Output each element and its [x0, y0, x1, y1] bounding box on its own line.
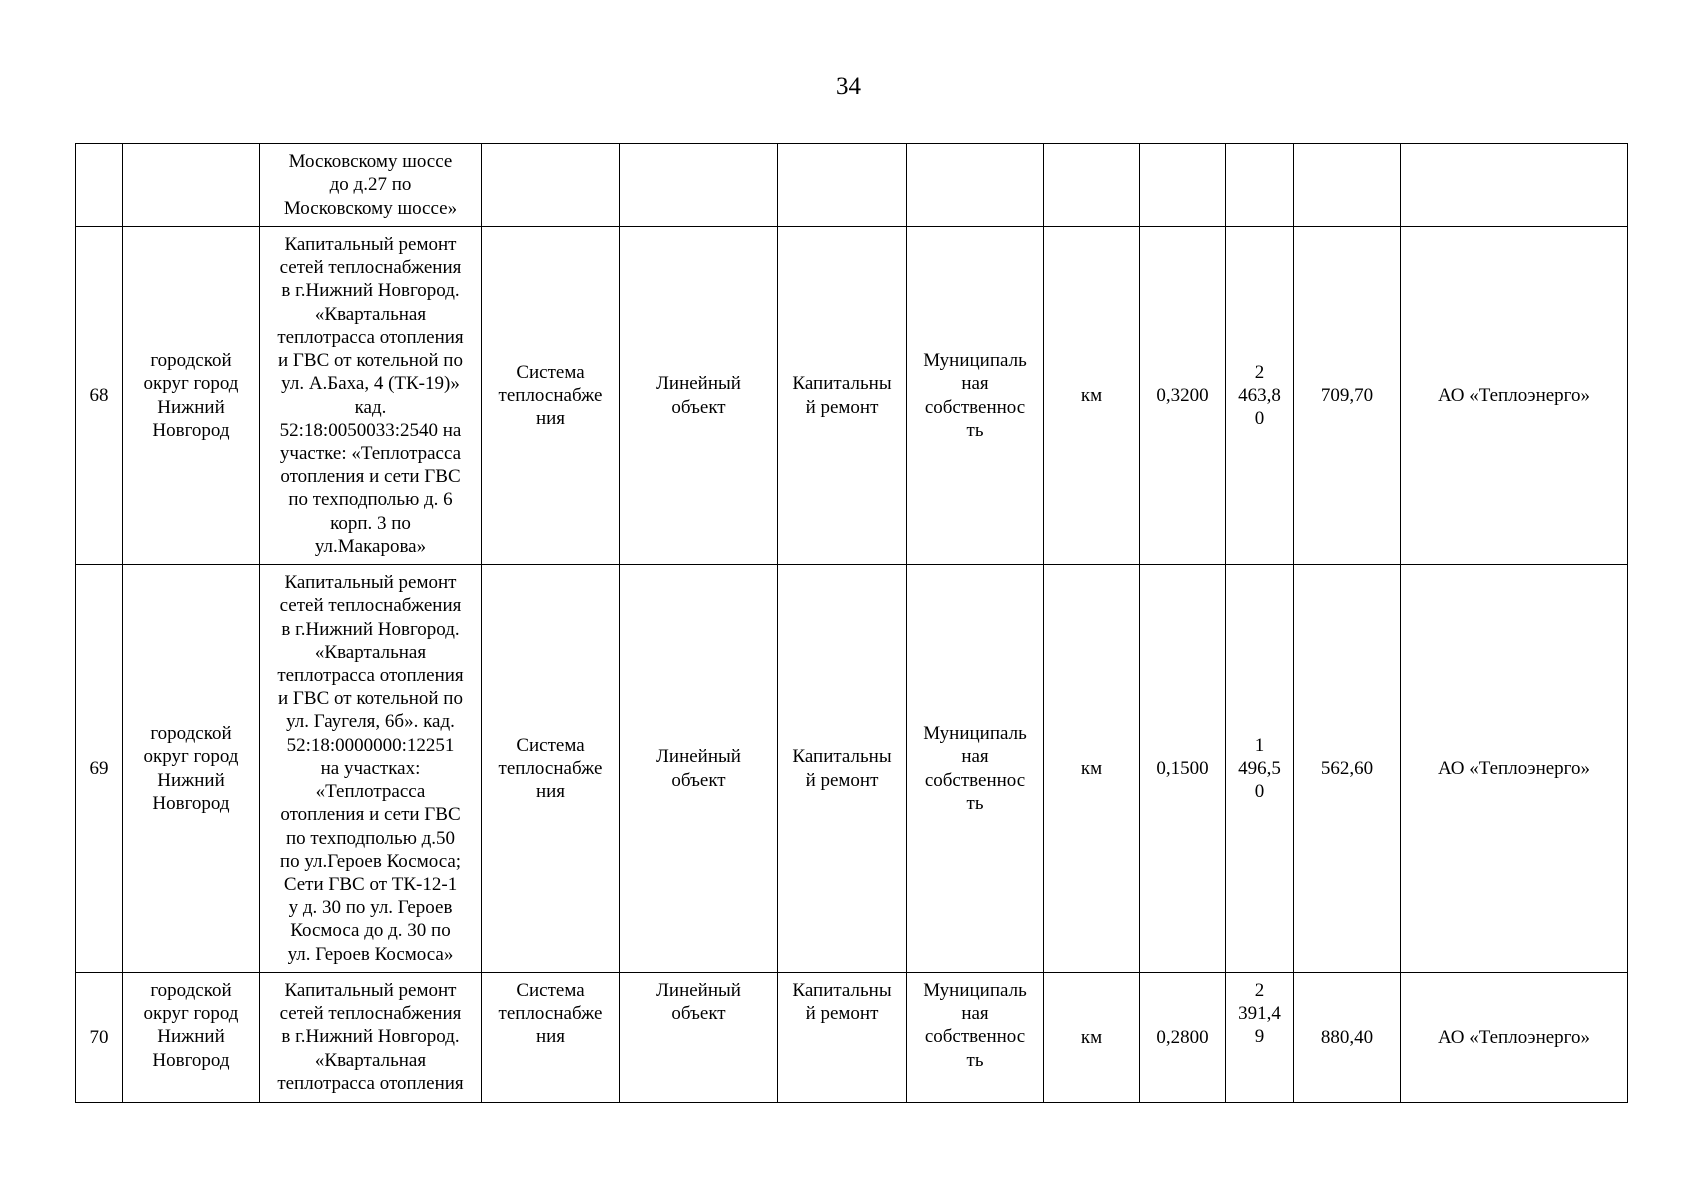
cell-length: 0,3200 [1140, 227, 1226, 565]
table-row [76, 227, 1628, 565]
table-row [76, 973, 1628, 1103]
cell-system: Система теплоснабже ния [482, 227, 620, 565]
cell-object-type: Линейный объект [620, 973, 778, 1103]
cell-description: Капитальный ремонт сетей теплоснабжения в г.Нижний Новгород. «Квартальная теплотрасса отопления [260, 973, 482, 1103]
cell-cost-2: 880,40 [1294, 973, 1401, 1103]
cell-num [76, 144, 123, 227]
cell-cost-1: 1 496,5 0 [1226, 565, 1294, 973]
cell-num: 70 [76, 973, 123, 1103]
cell-municipality: городской округ город Нижний Новгород [123, 973, 260, 1103]
cell-ownership [907, 144, 1044, 227]
data-table [75, 143, 1628, 1103]
cell-object-type [620, 144, 778, 227]
cell-unit: км [1044, 227, 1140, 565]
cell-length: 0,1500 [1140, 565, 1226, 973]
cell-system: Система теплоснабже ния [482, 973, 620, 1103]
cell-work-type [778, 144, 907, 227]
cell-organization [1401, 144, 1628, 227]
cell-municipality: городской округ город Нижний Новгород [123, 227, 260, 565]
cell-organization: АО «Теплоэнерго» [1401, 565, 1628, 973]
cell-description: Капитальный ремонт сетей теплоснабжения в г.Нижний Новгород. «Квартальная теплотрасса отопления и ГВС от котельной по ул. А.Баха, 4 (ТК-19)» кад. 52:18:0050033:2540 на участке: «Теплотрасса отопления и сети ГВС по техподполью д. 6 корп. 3 по ул.Макарова» [260, 227, 482, 565]
cell-ownership: Муниципаль ная собственнос ть [907, 565, 1044, 973]
cell-work-type: Капитальны й ремонт [778, 565, 907, 973]
cell-description: Московскому шоссе до д.27 по Московскому шоссе» [260, 144, 482, 227]
page-number: 34 [836, 73, 861, 100]
cell-object-type: Линейный объект [620, 227, 778, 565]
cell-organization: АО «Теплоэнерго» [1401, 227, 1628, 565]
cell-unit: км [1044, 565, 1140, 973]
cell-description: Капитальный ремонт сетей теплоснабжения в г.Нижний Новгород. «Квартальная теплотрасса отопления и ГВС от котельной по ул. Гаугеля, 6б». кад. 52:18:0000000:12251 на участках: «Теплотрасса отопления и сети ГВС по техподполью д.50 по ул.Героев Космоса; Сети ГВС от ТК-12-1 у д. 30 по ул. Героев Космоса до д. 30 по ул. Героев Космоса» [260, 565, 482, 973]
cell-system: Система теплоснабже ния [482, 565, 620, 973]
cell-ownership: Муниципаль ная собственнос ть [907, 227, 1044, 565]
cell-num: 68 [76, 227, 123, 565]
cell-cost-2: 709,70 [1294, 227, 1401, 565]
cell-system [482, 144, 620, 227]
cell-ownership: Муниципаль ная собственнос ть [907, 973, 1044, 1103]
cell-municipality: городской округ город Нижний Новгород [123, 565, 260, 973]
cell-cost-1: 2 463,8 0 [1226, 227, 1294, 565]
cell-unit: км [1044, 973, 1140, 1103]
cell-cost-1 [1226, 144, 1294, 227]
cell-length: 0,2800 [1140, 973, 1226, 1103]
cell-num: 69 [76, 565, 123, 973]
cell-work-type: Капитальны й ремонт [778, 227, 907, 565]
cell-municipality [123, 144, 260, 227]
table-row [76, 565, 1628, 973]
cell-object-type: Линейный объект [620, 565, 778, 973]
cell-cost-1: 2 391,4 9 [1226, 973, 1294, 1103]
cell-unit [1044, 144, 1140, 227]
cell-work-type: Капитальны й ремонт [778, 973, 907, 1103]
cell-cost-2: 562,60 [1294, 565, 1401, 973]
cell-organization: АО «Теплоэнерго» [1401, 973, 1628, 1103]
cell-length [1140, 144, 1226, 227]
table-row-continuation [76, 144, 1628, 227]
cell-cost-2 [1294, 144, 1401, 227]
